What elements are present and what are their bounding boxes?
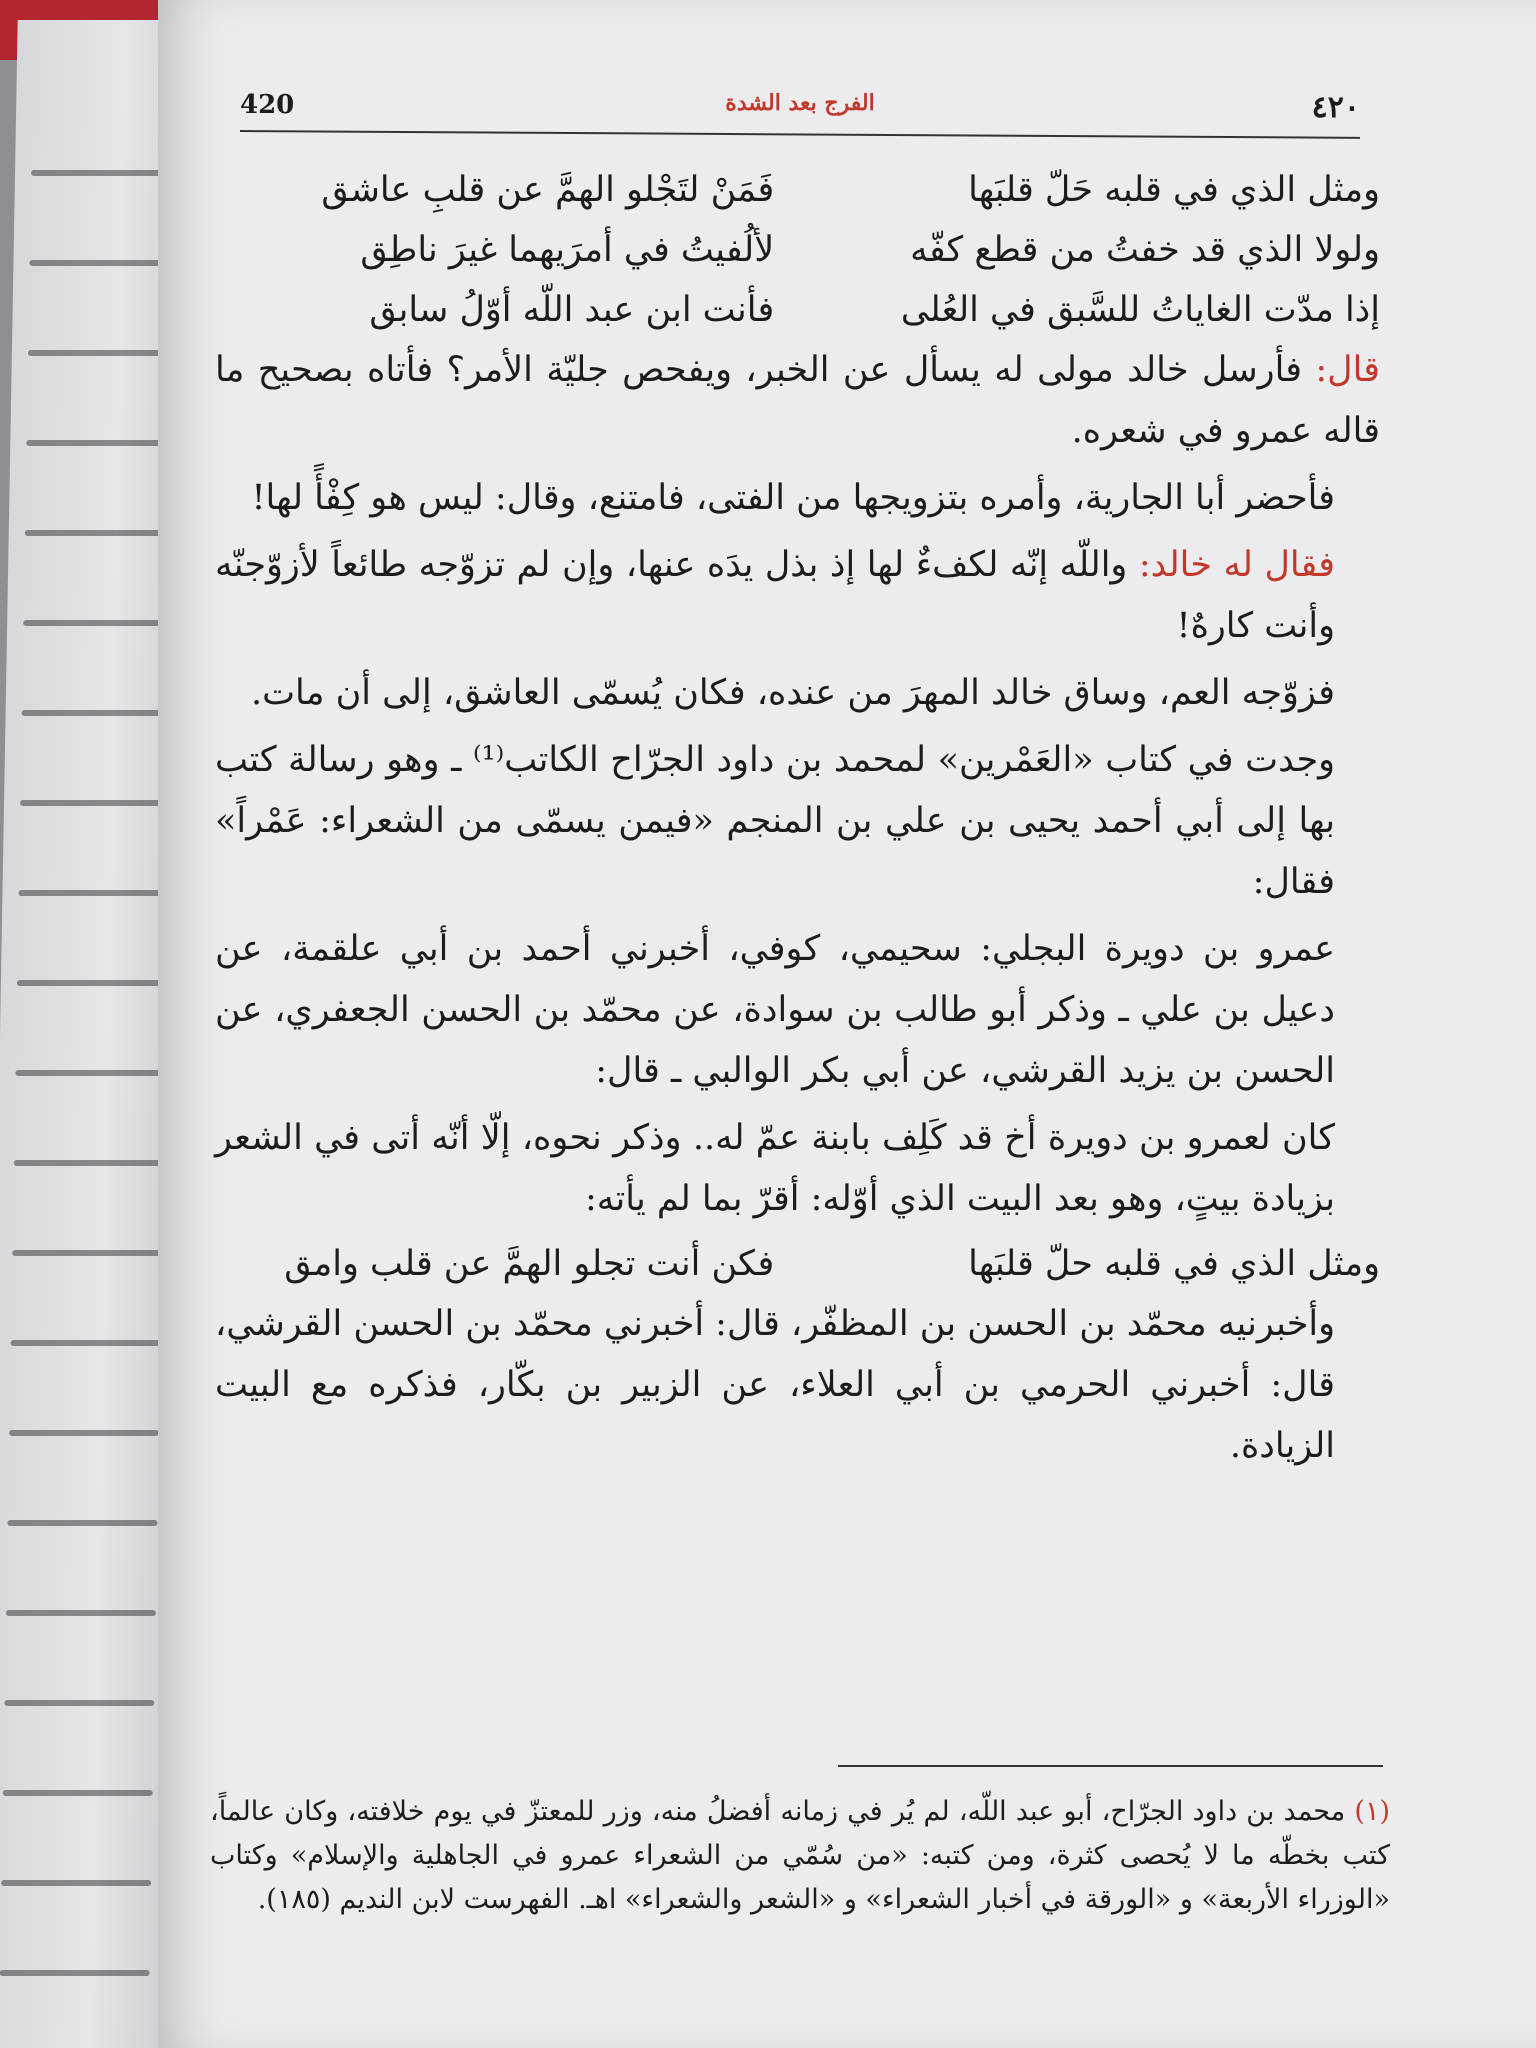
- paragraph-text: فزوّجه العم، وساق خالد المهرَ من عنده، فكان يُسمّى العاشق، إلى أن مات.: [250, 673, 1335, 713]
- paragraph-text: وجدت في كتاب «العَمْرين» لمحمد بن داود الجرّاح الكاتب⁽¹⁾ ـ وهو رسالة كتب بها إلى أبي أحمد يحيى بن علي بن المنجم «فيمن يسمّى من الشعراء: عَمْراً» فقال:: [215, 740, 1335, 902]
- paragraph: [215, 340, 1380, 462]
- paragraph-text: عمرو بن دويرة البجلي: سحيمي، كوفي، أخبرني أحمد بن أبي علقمة، عن دعيل بن علي ـ وذكر أبو طالب بن سوادة، عن محمّد بن الحسن الجعفري، عن الحسن بن يزيد القرشي، عن أبي بكر الوالبي ـ قال:: [215, 929, 1335, 1091]
- facing-page-text: [1, 1880, 151, 1886]
- facing-page-text: [3, 1790, 153, 1796]
- paragraph: [215, 663, 1380, 724]
- facing-page-text: [22, 710, 172, 716]
- facing-page-text: [14, 1160, 164, 1166]
- facing-page-text: [28, 350, 178, 356]
- paragraph: [215, 535, 1380, 657]
- verse-line: [215, 280, 1380, 340]
- paragraph: [215, 919, 1380, 1102]
- facing-page-text: [25, 530, 175, 536]
- facing-page-text: [9, 1430, 159, 1436]
- facing-page-text: [7, 1520, 157, 1526]
- verse-second-hemistich: لألُفيتُ في أمرَيهما غيرَ ناطِق: [360, 230, 775, 270]
- running-title: الفرج بعد الشدة: [725, 90, 875, 116]
- footnote-rule: [838, 1765, 1383, 1767]
- paragraph: [215, 1294, 1380, 1477]
- page-header: [240, 90, 1360, 130]
- facing-page-text: [23, 620, 173, 626]
- verse-line: [215, 160, 1380, 220]
- facing-page-text: [29, 260, 179, 266]
- facing-page-text: [0, 1970, 150, 1976]
- facing-page-text: [11, 1340, 161, 1346]
- facing-page-text: [12, 1250, 162, 1256]
- speaker-lead: قال:: [1315, 350, 1380, 390]
- footnote-number: (١): [1354, 1796, 1390, 1827]
- verse-first-hemistich: ومثل الذي في قلبه حلّ قلبَها: [968, 1244, 1380, 1284]
- paragraph: [215, 468, 1380, 529]
- page-number-arabic: ٤٢٠: [1311, 90, 1360, 125]
- facing-page-text: [4, 1700, 154, 1706]
- paragraph: [215, 730, 1380, 913]
- facing-page-text: [15, 1070, 165, 1076]
- verse-second-hemistich: فكن أنت تجلو الهمَّ عن قلب وامق: [284, 1244, 775, 1284]
- verse-first-hemistich: ولولا الذي قد خفتُ من قطع كفّه: [910, 230, 1380, 270]
- verse-first-hemistich: إذا مدّت الغاياتُ للسَّبق في العُلى: [900, 290, 1380, 330]
- verse-line: [215, 1234, 1380, 1294]
- paragraph-text: فأرسل خالد مولى له يسأل عن الخبر، ويفحص جليّة الأمر؟ فأتاه بصحيح ما قاله عمرو في شعره.: [215, 350, 1380, 451]
- footnote: [210, 1790, 1390, 1922]
- facing-page-text: [26, 440, 176, 446]
- paragraph: [215, 1108, 1380, 1230]
- paragraph-text: واللّه إنّه لكفءٌ لها إذ بذل يدَه عنها، وإن لم تزوّجه طائعاً لأزوّجنّه وأنت كارهٌ!: [215, 545, 1335, 646]
- footnote-text: محمد بن داود الجرّاح، أبو عبد اللّه، لم يُر في زمانه أفضلُ منه، وزر للمعتزّ في يوم خلافته، وكان عالماً، كتب بخطّه ما لا يُحصى كثرة، ومن كتبه: «من سُمّي من الشعراء عمرو في الجاهلية والإسلام» وكتاب «الوزراء الأربعة» و «الورقة في أخبار الشعراء» و «الشعر والشعراء» اهـ. الفهرست لابن النديم (١٨٥).: [210, 1796, 1390, 1915]
- facing-page-text: [18, 890, 168, 896]
- speaker-lead: فقال له خالد:: [1138, 545, 1335, 585]
- page-number-latin: 420: [240, 90, 295, 120]
- facing-page-text: [20, 800, 170, 806]
- verse-second-hemistich: فأنت ابن عبد اللّه أوّلُ سابق: [369, 290, 775, 330]
- paragraph-text: وأخبرنيه محمّد بن الحسن بن المظفّر، قال: أخبرني محمّد بن الحسن القرشي، قال: أخبرني الحرمي بن أبي العلاء، عن الزبير بن بكّار، فذكره مع البيت الزيادة.: [215, 1304, 1335, 1466]
- verse-first-hemistich: ومثل الذي في قلبه حَلّ قلبَها: [968, 170, 1380, 210]
- verse-line: [215, 220, 1380, 280]
- main-text: [215, 160, 1380, 1477]
- facing-page-text: [6, 1610, 156, 1616]
- verse-second-hemistich: فَمَنْ لتَجْلو الهمَّ عن قلبِ عاشق: [321, 170, 775, 210]
- paragraph-text: فأحضر أبا الجارية، وأمره بتزويجها من الفتى، فامتنع، وقال: ليس هو كِفْأً لها!: [251, 478, 1335, 518]
- facing-page-text: [17, 980, 167, 986]
- paragraph-text: كان لعمرو بن دويرة أخ قد كَلِف بابنة عمّ له.. وذكر نحوه، إلّا أنّه أتى في الشعر بزيادة بيتٍ، وهو بعد البيت الذي أوّله: أقرّ بما لم يأته:: [215, 1118, 1335, 1219]
